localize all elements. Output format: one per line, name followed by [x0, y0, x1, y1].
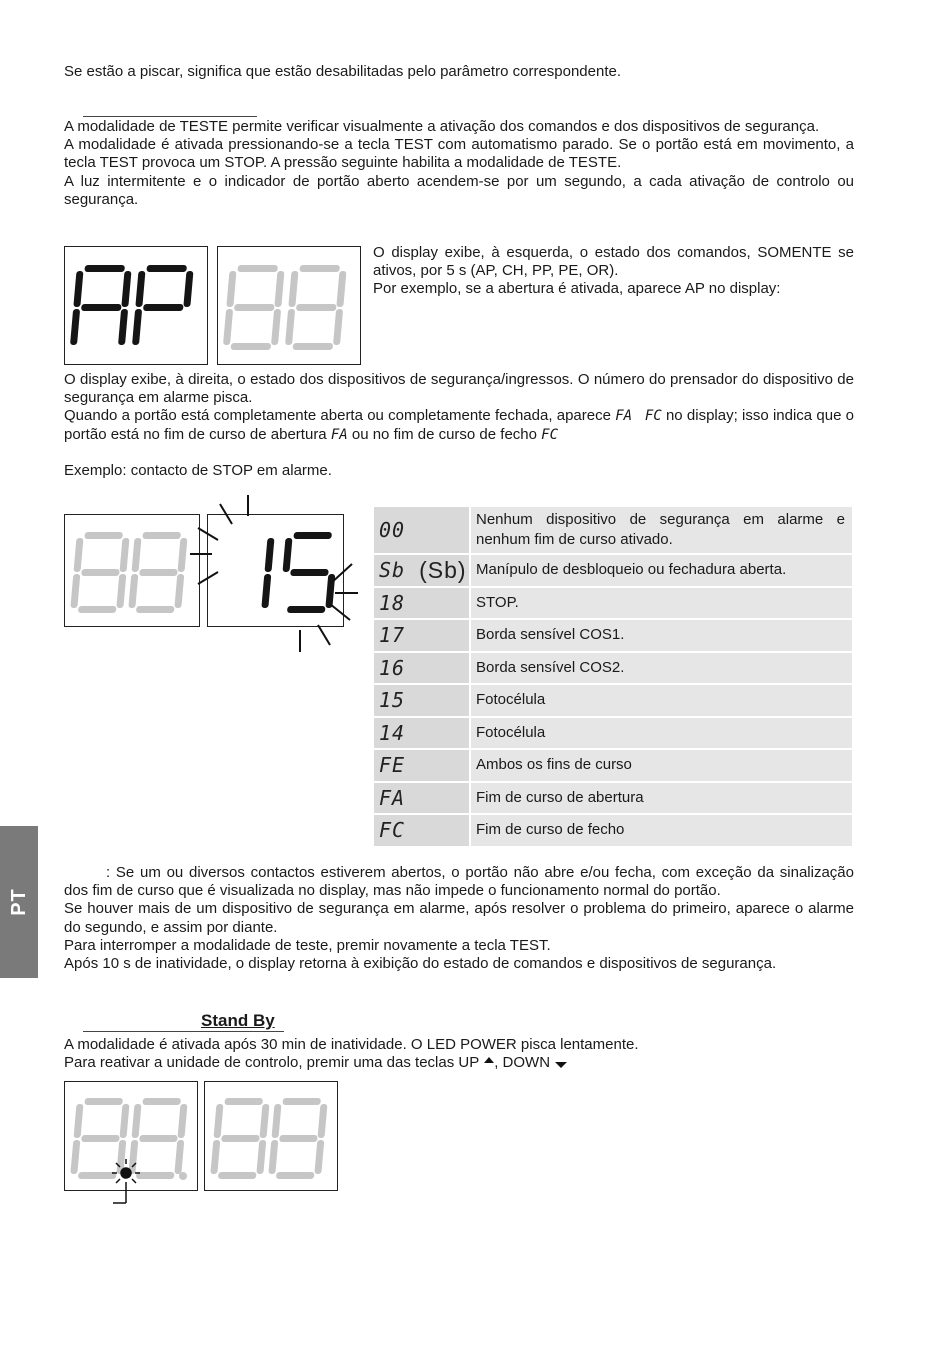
- table-row: [374, 507, 852, 553]
- standby-heading-underline: [83, 1031, 284, 1032]
- display-right-text: O display exibe, à direita, o estado dos dispositivos de segurança/ingressos. O número do prensador do dispositivo de segurança em alarme pisca. Quando a portão está completamente aberta ou completamente fechada, aparece FA FC no display; isso indica que o portão está no fim de curso de abertura FA ou no fim de curso de fecho FC Exemplo: contacto de STOP em alarme.: [64, 371, 855, 479]
- desc-cell: Fotocélula: [471, 685, 852, 716]
- down-arrow-icon: [555, 1062, 567, 1068]
- display-left-ap: [64, 246, 208, 365]
- standby-heading: Stand By: [201, 1011, 275, 1030]
- code-cell: 00: [374, 507, 469, 553]
- code-cell: 16: [374, 653, 469, 684]
- display-left-text: O display exibe, à esquerda, o estado dos comandos, SOMENTE se ativos, por 5 s (AP, CH, PP, PE, OR). Por exemplo, se a abertura é ativada, aparece AP no display:: [373, 244, 854, 298]
- display-left-88: [64, 514, 200, 627]
- standby-text: A modalidade é ativada após 30 min de inatividade. O LED POWER pisca lentamente. Para reativar a unidade de controlo, premir uma das teclas UP , DOWN: [64, 1036, 639, 1072]
- table-row: [374, 750, 852, 781]
- table-row: [374, 620, 852, 651]
- desc-cell: STOP.: [471, 588, 852, 619]
- table-row: [374, 718, 852, 749]
- language-tab: PT: [0, 826, 38, 978]
- table-row: [374, 555, 852, 586]
- desc-cell: Ambos os fins de curso: [471, 750, 852, 781]
- seven-segment-88-grey: [65, 515, 199, 626]
- standby-display-right: [204, 1081, 338, 1191]
- power-led-blink-icon: [108, 1156, 148, 1208]
- safety-device-table: [374, 507, 852, 848]
- up-arrow-icon: [484, 1057, 494, 1063]
- table-row: [374, 685, 852, 716]
- code-cell: FE: [374, 750, 469, 781]
- desc-cell: Manípulo de desbloqueio ou fechadura aberta.: [471, 555, 852, 586]
- display-right-88: [217, 246, 361, 365]
- table-row: [374, 815, 852, 846]
- table-row: [374, 588, 852, 619]
- blink-rays-icon: [190, 492, 370, 657]
- table-row: [374, 783, 852, 814]
- desc-cell: Fim de curso de fecho: [471, 815, 852, 846]
- section-heading-underline: [83, 116, 257, 117]
- desc-cell: Fotocélula: [471, 718, 852, 749]
- test-mode-text: [64, 118, 854, 209]
- desc-cell: Borda sensível COS1.: [471, 620, 852, 651]
- seven-segment-88-grey: [218, 247, 360, 364]
- note-text: : Se um ou diversos contactos estiverem abertos, o portão não abre e/ou fecha, com exceção da sinalização dos fim de curso que é visualizada no display, mas não impede o funcionamento normal do portão. Se houver mais de um dispositivo de segurança em alarme, após resolver o problema do primeiro, aparece o alarme do segundo, e assim por diante. Para interromper a modalidade de teste, premir novamente a tecla TEST. Após 10 s de inatividade, o display retorna à exibição do estado de comandos e dispositivos de segurança.: [64, 864, 854, 973]
- seven-segment-ap: [65, 247, 207, 364]
- test-mode-p3: A luz intermitente e o indicador de portão aberto acendem-se por um segundo, a cada ativação de controlo ou segurança.: [64, 172, 854, 208]
- intro-text: Se estão a piscar, significa que estão desabilitadas pelo parâmetro correspondente.: [64, 63, 622, 80]
- code-cell: 14: [374, 718, 469, 749]
- test-mode-p1: A modalidade de TESTE permite verificar visualmente a ativação dos comandos e dos dispositivos de segurança.: [64, 118, 820, 135]
- seven-segment-88-standby: [205, 1082, 337, 1190]
- desc-cell: Nenhum dispositivo de segurança em alarme e nenhum fim de curso ativado.: [471, 507, 852, 553]
- code-cell: 17: [374, 620, 469, 651]
- code-cell: FC: [374, 815, 469, 846]
- table-row: [374, 653, 852, 684]
- test-mode-p2: A modalidade é ativada pressionando-se a tecla TEST com automatismo parado. Se o portão está em movimento, a tecla TEST provoca um STOP. A pressão seguinte habilita a modalidade de TESTE.: [64, 136, 854, 172]
- code-cell: Sb (Sb): [374, 555, 469, 586]
- code-cell: 18: [374, 588, 469, 619]
- code-cell: 15: [374, 685, 469, 716]
- desc-cell: Borda sensível COS2.: [471, 653, 852, 684]
- code-cell: FA: [374, 783, 469, 814]
- desc-cell: Fim de curso de abertura: [471, 783, 852, 814]
